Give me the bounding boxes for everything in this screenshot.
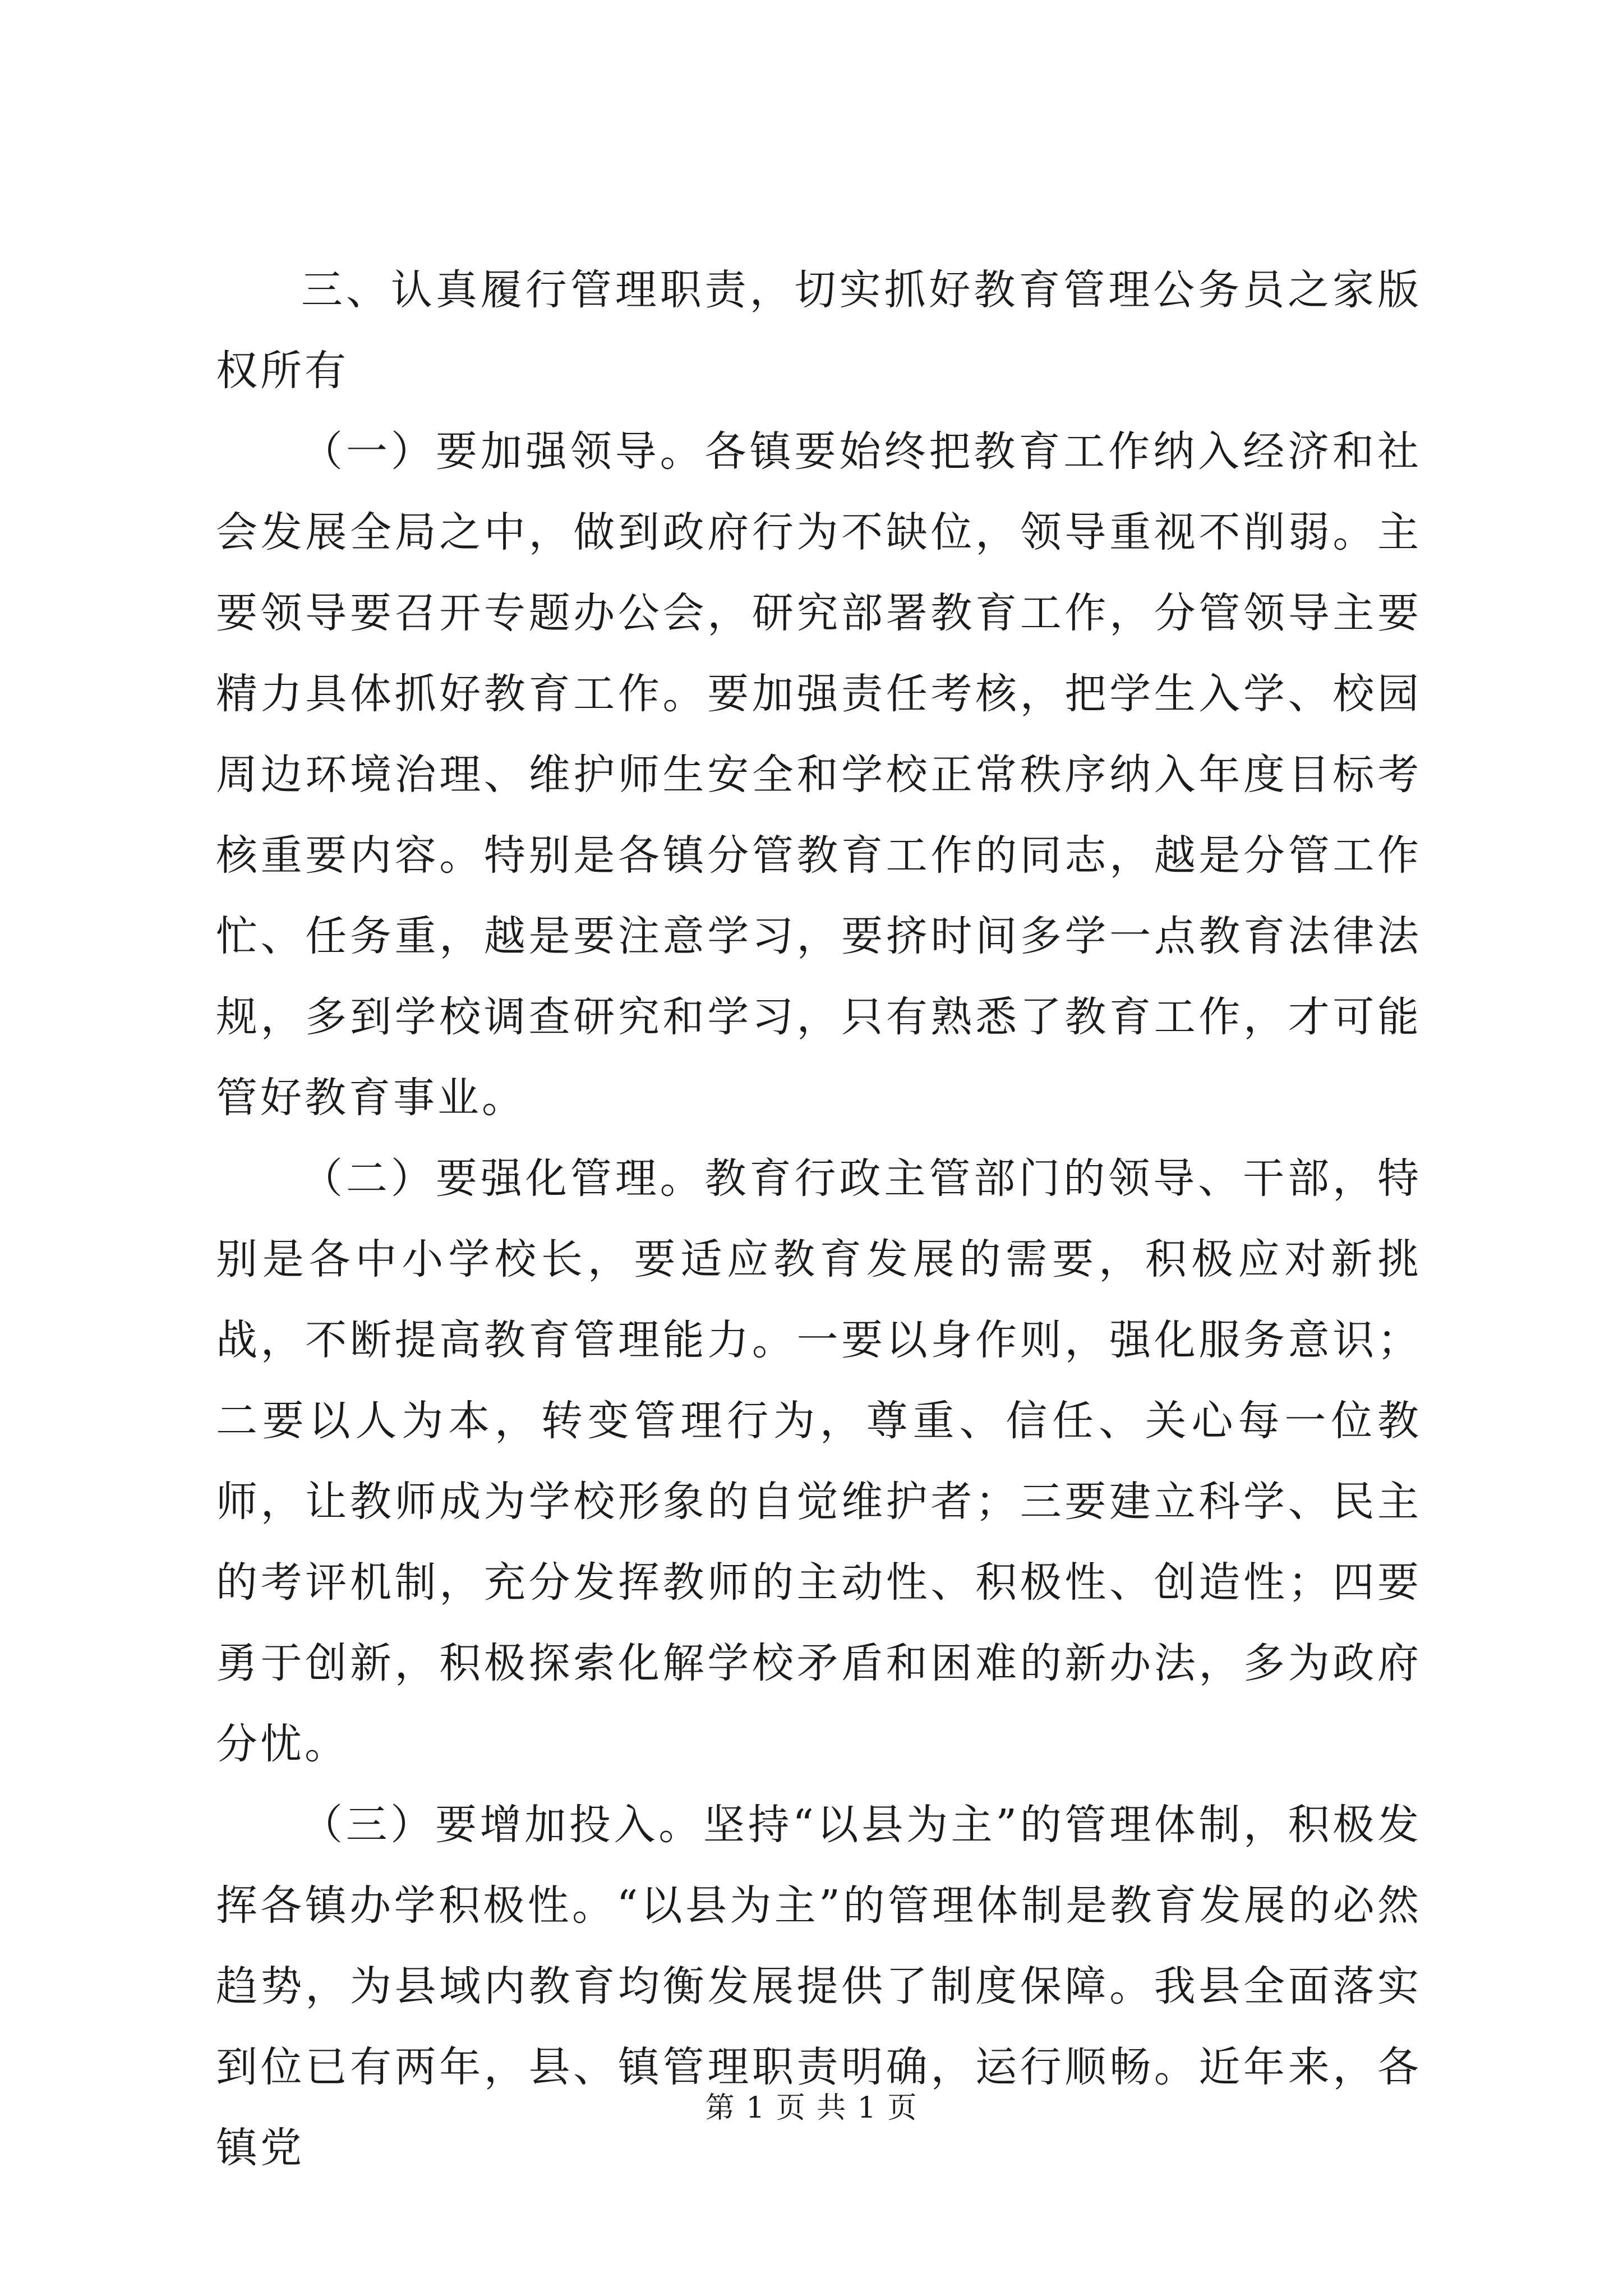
page-footer: 第 1 页 共 1 页 (705, 2091, 918, 2125)
paragraph-investment: （三）要增加投入。坚持“以县为主”的管理体制，积极发挥各镇办学积极性。“以县为主”的管理体制是教育发展的必然趋势，为县域内教育均衡发展提供了制度保障。我县全面落实到位已有两年，县、镇管理职责明确，运行顺畅。近年来，各镇党 (216, 1801, 1422, 2172)
paragraph-management: （二）要强化管理。教育行政主管部门的领导、干部，特别是各中小学校长，要适应教育发展的需要，积极应对新挑战，不断提高教育管理能力。一要以身作则，强化服务意识；二要以人为本，转变管理行为，尊重、信任、关心每一位教师，让教师成为学校形象的自觉维护者；三要建立科学、民主的考评机制，充分发挥教师的主动性、积极性、创造性；四要勇于创新，积极探索化解学校矛盾和困难的新办法，多为政府分忧。 (216, 1154, 1422, 1768)
section-heading: 三、认真履行管理职责，切实抓好教育管理公务员之家版权所有 (216, 266, 1422, 395)
paragraph-leadership: （一）要加强领导。各镇要始终把教育工作纳入经济和社会发展全局之中，做到政府行为不缺位，领导重视不削弱。主要领导要召开专题办公会，研究部署教育工作，分管领导主要精力具体抓好教育工作。要加强责任考核，把学生入学、校园周边环境治理、维护师生安全和学校正常秩序纳入年度目标考核重要内容。特别是各镇分管教育工作的同志，越是分管工作忙、任务重，越是要注意学习，要挤时间多学一点教育法律法规，多到学校调查研究和学习，只有熟悉了教育工作，才可能管好教育事业。 (216, 427, 1422, 1122)
document-body (216, 250, 1422, 2188)
